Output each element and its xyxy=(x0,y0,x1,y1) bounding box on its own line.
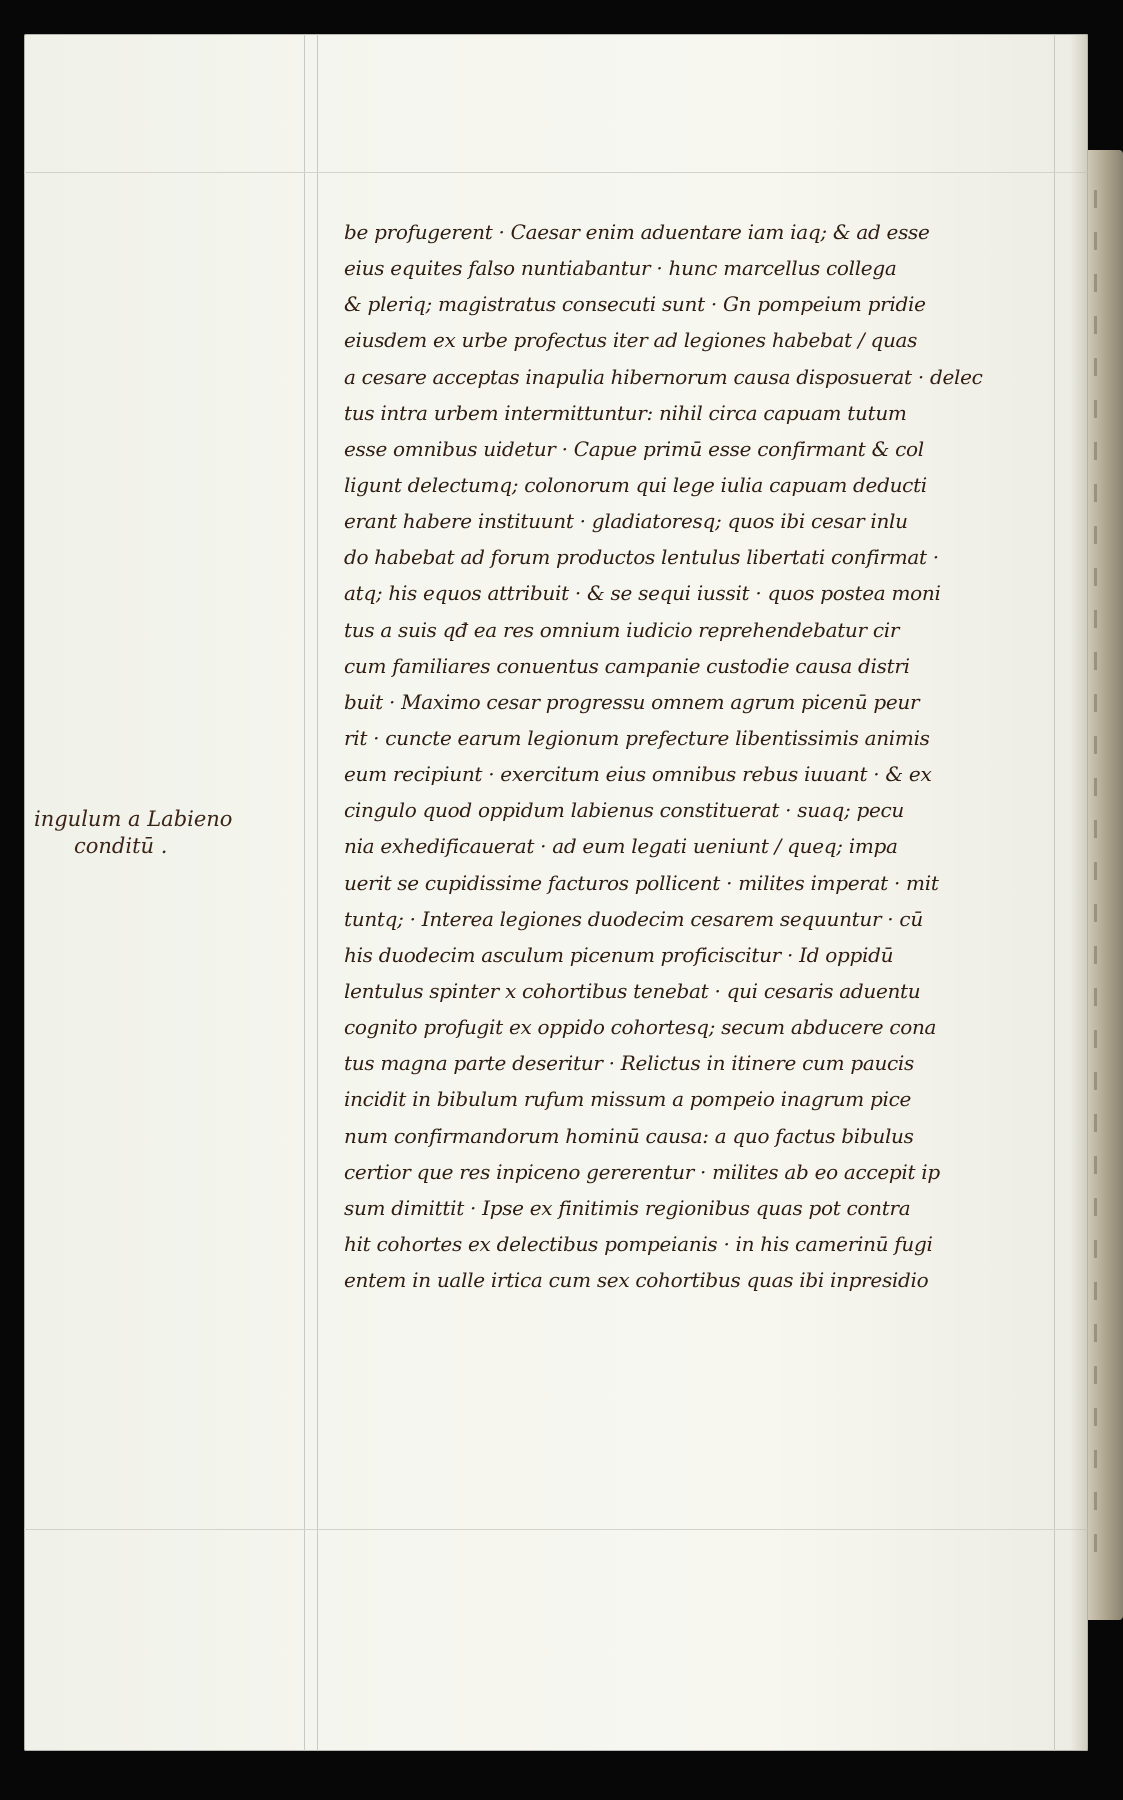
text-line: esse omnibus uidetur · Capue primū esse confirmant & col xyxy=(344,436,924,461)
text-line: entem in ualle irtica cum sex cohortibus quas ibi inpresidio xyxy=(344,1268,929,1293)
main-text-column xyxy=(344,214,1074,1298)
text-line: certior que res inpiceno gererentur · milites ab eo accepit ip xyxy=(344,1159,940,1184)
text-line: buit · Maximo cesar progressu omnem agrum picenū peur xyxy=(344,689,920,714)
text-line: & pleriq; magistratus consecuti sunt · Gn pompeium pridie xyxy=(344,292,926,317)
text-line: eius equites falso nuntiabantur · hunc marcellus collega xyxy=(344,256,897,281)
bottom-ruling-line xyxy=(24,1529,1088,1530)
text-line: eiusdem ex urbe profectus iter ad legiones habebat / quas xyxy=(344,328,918,353)
text-line: tus intra urbem intermittuntur: nihil circa capuam tutum xyxy=(344,400,907,425)
text-line: uerit se cupidissime facturos pollicent · milites imperat · mit xyxy=(344,870,939,895)
text-line: cognito profugit ex oppido cohortesq; secum abducere cona xyxy=(344,1015,937,1040)
text-line: tuntq; · Interea legiones duodecim cesarem sequuntur · cū xyxy=(344,906,923,931)
text-line: atq; his equos attribuit · & se sequi iussit · quos postea moni xyxy=(344,581,941,606)
text-line: eum recipiunt · exercitum eius omnibus rebus iuuant · & ex xyxy=(344,762,932,787)
text-line: his duodecim asculum picenum proficiscitur · Id oppidū xyxy=(344,942,894,967)
text-line: lentulus spinter x cohortibus tenebat · qui cesaris aduentu xyxy=(344,978,921,1003)
outer-margin-rule xyxy=(304,34,305,1751)
margin-annotation xyxy=(34,806,294,860)
text-line: tus a suis qđ ea res omnium iudicio reprehendebatur cir xyxy=(344,617,900,642)
text-line: rit · cuncte earum legionum prefecture libentissimis animis xyxy=(344,725,930,750)
text-line: cingulo quod oppidum labienus constituerat · suaq; pecu xyxy=(344,798,904,823)
text-line: num confirmandorum hominū causa: a quo factus bibulus xyxy=(344,1123,914,1148)
text-line: nia exhedificauerat · ad eum legati ueniunt / queq; impa xyxy=(344,834,898,859)
next-leaf-edge xyxy=(1088,150,1123,1620)
text-line: be profugerent · Caesar enim aduentare iam iaq; & ad esse xyxy=(344,220,930,244)
text-line: hit cohortes ex delectibus pompeianis · in his camerinū fugi xyxy=(344,1231,933,1256)
top-ruling-line xyxy=(24,172,1088,173)
text-line: ligunt delectumq; colonorum qui lege iulia capuam deducti xyxy=(344,472,927,497)
text-line: do habebat ad forum productos lentulus libertati confirmat · xyxy=(344,545,939,570)
margin-note-line: ingulum a Labieno xyxy=(34,807,233,831)
text-line: sum dimittit · Ipse ex finitimis regionibus quas pot contra xyxy=(344,1195,911,1220)
text-line: cum familiares conuentus campanie custodie causa distri xyxy=(344,653,910,678)
margin-note-line: conditū . xyxy=(74,834,168,858)
text-line: a cesare acceptas inapulia hibernorum causa disposuerat · delec xyxy=(344,364,983,389)
text-line: incidit in bibulum rufum missum a pompeio inagrum pice xyxy=(344,1087,912,1112)
text-line: tus magna parte deseritur · Relictus in itinere cum paucis xyxy=(344,1051,914,1076)
text-line: erant habere instituunt · gladiatoresq; quos ibi cesar inlu xyxy=(344,509,908,534)
inner-margin-rule xyxy=(317,34,318,1751)
